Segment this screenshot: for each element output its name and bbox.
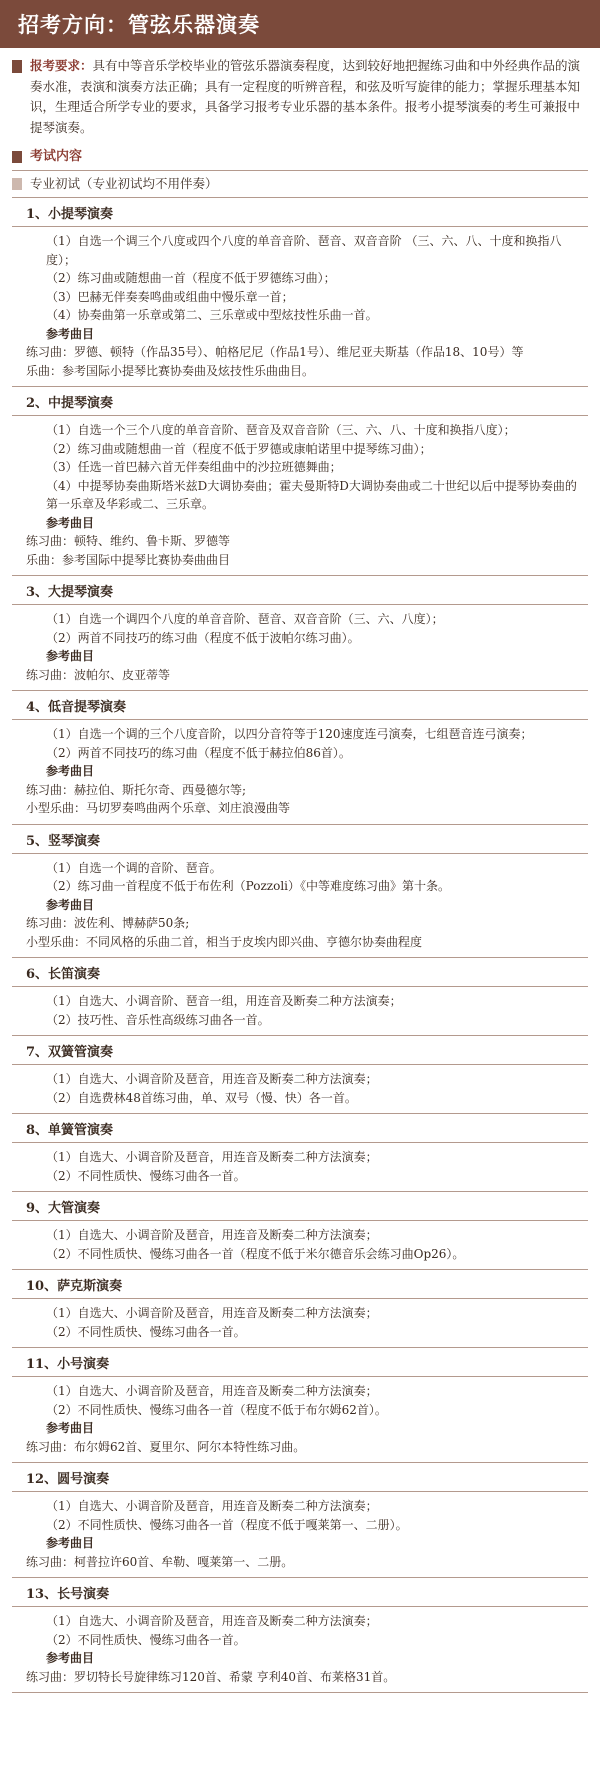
requirement-line: （1）自选大、小调音阶及琶音，用连音及断奏二种方法演奏； xyxy=(46,1228,378,1242)
instrument-heading: 7、双簧管演奏 xyxy=(12,1036,588,1065)
bullet-square-icon xyxy=(12,151,22,163)
prelim-label: 专业初试（专业初试均不用伴奏） xyxy=(30,176,218,191)
instrument-heading: 9、大管演奏 xyxy=(12,1192,588,1221)
requirement-line: （3）巴赫无伴奏奏鸣曲或组曲中慢乐章一首； xyxy=(46,289,294,304)
requirement-line: （2）练习曲一首程度不低于布佐利（Pozzoli）《中等难度练习曲》第十条。 xyxy=(46,879,450,893)
instrument-body xyxy=(12,416,588,576)
instrument-heading: 1、小提琴演奏 xyxy=(12,198,588,227)
requirement-line: （2）练习曲或随想曲一首（程度不低于罗德或康帕诺里中提琴练习曲）； xyxy=(46,441,432,456)
requirement-line: （2）不同性质快、慢练习曲各一首（程度不低于布尔姆62首）。 xyxy=(46,1402,387,1417)
reference-line: 练习曲：赫拉伯、斯托尔奇、西曼德尔等; xyxy=(26,782,247,797)
reference-line: 小型乐曲：不同风格的乐曲二首，相当于皮埃内即兴曲、亨德尔协奏曲程度 xyxy=(26,934,423,949)
requirement-line: （1）自选大、小调音阶及琶音，用连音及断奏二种方法演奏； xyxy=(46,1614,378,1628)
prelim-title xyxy=(12,175,588,193)
reference-line: 练习曲：布尔姆62首、夏里尔、阿尔本特性练习曲。 xyxy=(26,1439,306,1454)
requirement-line: （1）自选大、小调音阶及琶音，用连音及断奏二种方法演奏； xyxy=(46,1384,378,1398)
exam-section-label: 考试内容 xyxy=(30,149,83,164)
instrument-body xyxy=(12,720,588,825)
requirement-line: （2）不同性质快、慢练习曲各一首（程度不低于米尔德音乐会练习曲Op26）。 xyxy=(46,1246,465,1261)
requirement-line: （1）自选大、小调音阶及琶音，用连音及断奏二种方法演奏； xyxy=(46,1150,378,1164)
instrument-heading: 6、长笛演奏 xyxy=(12,958,588,987)
instrument-body xyxy=(12,1299,588,1348)
instrument-body xyxy=(12,1143,588,1192)
reference-line: 乐曲：参考国际中提琴比赛协奏曲曲目 xyxy=(26,552,231,567)
reference-line: 练习曲：罗切特长号旋律练习120首、希蒙 亨利40首、布莱格31首。 xyxy=(26,1669,396,1684)
requirement-line: （3）任选一首巴赫六首无伴奏组曲中的沙拉班德舞曲； xyxy=(46,460,342,474)
requirement-line: （2）不同性质快、慢练习曲各一首。 xyxy=(46,1168,246,1183)
reference-label: 参考曲目 xyxy=(46,1421,95,1435)
requirement-line: （1）自选大、小调音阶及琶音，用连音及断奏二种方法演奏； xyxy=(46,1499,378,1513)
instrument-body xyxy=(12,854,588,959)
bullet-square-light-icon xyxy=(12,178,22,190)
instrument-body xyxy=(12,987,588,1036)
reference-label: 参考曲目 xyxy=(46,1536,95,1550)
requirement-line: （1）自选一个调三个八度或四个八度的单音音阶、琶音、双音音阶 （三、六、八、十度和换指八度）； xyxy=(46,234,562,267)
instrument-heading: 8、单簧管演奏 xyxy=(12,1114,588,1143)
instrument-heading: 3、大提琴演奏 xyxy=(12,576,588,605)
requirement-line: （2）技巧性、音乐性高级练习曲各一首。 xyxy=(46,1012,270,1027)
instrument-list xyxy=(0,198,600,1693)
requirement-line: （2）不同性质快、慢练习曲各一首（程度不低于嘎莱第一、二册）。 xyxy=(46,1517,408,1532)
instrument-heading: 12、圆号演奏 xyxy=(12,1463,588,1492)
requirement-line: （2）两首不同技巧的练习曲（程度不低于波帕尔练习曲）。 xyxy=(46,630,360,645)
instrument-heading: 10、萨克斯演奏 xyxy=(12,1270,588,1299)
reference-line: 练习曲：波帕尔、皮亚蒂等 xyxy=(26,667,171,682)
banner-title: 招考方向：管弦乐器演奏 xyxy=(18,12,260,37)
requirement-line: （1）自选一个调的音阶、琶音。 xyxy=(46,860,222,875)
instrument-body xyxy=(12,605,588,691)
requirement-line: （4）协奏曲第一乐章或第二、三乐章或中型炫技性乐曲一首。 xyxy=(46,308,378,322)
reference-label: 参考曲目 xyxy=(46,649,95,663)
requirement-line: （1）自选一个调四个八度的单音音阶、琶音、双音音阶（三、六、八度）； xyxy=(46,612,444,626)
instrument-heading: 11、小号演奏 xyxy=(12,1348,588,1377)
requirement-line: （1）自选一个调的三个八度音阶，以四分音符等于120速度连弓演奏，七组琶音连弓演奏； xyxy=(46,727,533,741)
instrument-body xyxy=(12,1065,588,1114)
requirement-line: （2）自选费林48首练习曲，单、双号（慢、快）各一首。 xyxy=(46,1090,357,1105)
reference-label: 参考曲目 xyxy=(46,326,95,341)
requirement-line: （1）自选大、小调音阶及琶音，用连音及断奏二种方法演奏； xyxy=(46,1072,378,1086)
divider xyxy=(12,170,588,171)
reference-label: 参考曲目 xyxy=(46,897,95,912)
requirement-line: （1）自选大、小调音阶及琶音，用连音及断奏二种方法演奏； xyxy=(46,1306,378,1320)
requirement-line: （1）自选一个三个八度的单音音阶、琶音及双音音阶（三、六、八、十度和换指八度）； xyxy=(46,423,516,437)
reference-line: 练习曲：顿特、维约、鲁卡斯、罗德等 xyxy=(26,534,231,548)
requirements-label: 报考要求： xyxy=(30,58,93,73)
requirement-line: （1）自选大、小调音阶、琶音一组，用连音及断奏二种方法演奏； xyxy=(46,994,402,1008)
instrument-body xyxy=(12,1377,588,1463)
requirements-text: 具有中等音乐学校毕业的管弦乐器演奏程度，达到较好地把握练习曲和中外经典作品的演奏水准，表演和演奏方法正确；具有一定程度的听辨音程，和弦及听写旋律的能力；掌握乐理基本知识，生理适合所学专业的要求，具备学习报考专业乐器的基本条件。报考小提琴演奏的考生可兼报中提琴演奏。 xyxy=(30,58,581,135)
reference-label: 参考曲目 xyxy=(46,1651,95,1665)
instrument-heading: 13、长号演奏 xyxy=(12,1578,588,1607)
reference-line: 小型乐曲：马切罗奏鸣曲两个乐章、刘庄浪漫曲等 xyxy=(26,801,291,815)
instrument-body xyxy=(12,1607,588,1693)
instrument-heading: 5、竖琴演奏 xyxy=(12,825,588,854)
instrument-body xyxy=(12,227,588,387)
requirement-line: （2）不同性质快、慢练习曲各一首。 xyxy=(46,1632,246,1647)
exam-section-title xyxy=(12,148,588,166)
requirement-line: （4）中提琴协奏曲斯塔米兹D大调协奏曲；霍夫曼斯特D大调协奏曲或二十世纪以后中提琴协奏曲的第一乐章及华彩或二、三乐章。 xyxy=(46,478,577,511)
reference-label: 参考曲目 xyxy=(46,764,95,778)
reference-label: 参考曲目 xyxy=(46,515,95,530)
bullet-square-icon xyxy=(12,60,22,73)
instrument-heading: 2、中提琴演奏 xyxy=(12,387,588,416)
instrument-heading: 4、低音提琴演奏 xyxy=(12,691,588,720)
reference-line: 练习曲：柯普拉许60首、牟勒、嘎莱第一、二册。 xyxy=(26,1554,294,1569)
instrument-body xyxy=(12,1492,588,1578)
reference-line: 练习曲：波佐利、博赫萨50条; xyxy=(26,916,190,930)
reference-line: 练习曲：罗德、顿特（作品35号）、帕格尼尼（作品1号）、维尼亚夫斯基（作品18、10号）等 xyxy=(26,345,524,359)
page-banner xyxy=(0,0,600,48)
requirements-block xyxy=(12,56,588,138)
requirement-line: （2）两首不同技巧的练习曲（程度不低于赫拉伯86首）。 xyxy=(46,745,351,760)
requirement-line: （2）不同性质快、慢练习曲各一首。 xyxy=(46,1324,246,1339)
reference-line: 乐曲：参考国际小提琴比赛协奏曲及炫技性乐曲曲目。 xyxy=(26,363,315,378)
requirement-line: （2）练习曲或随想曲一首（程度不低于罗德练习曲）； xyxy=(46,271,336,285)
instrument-body xyxy=(12,1221,588,1270)
